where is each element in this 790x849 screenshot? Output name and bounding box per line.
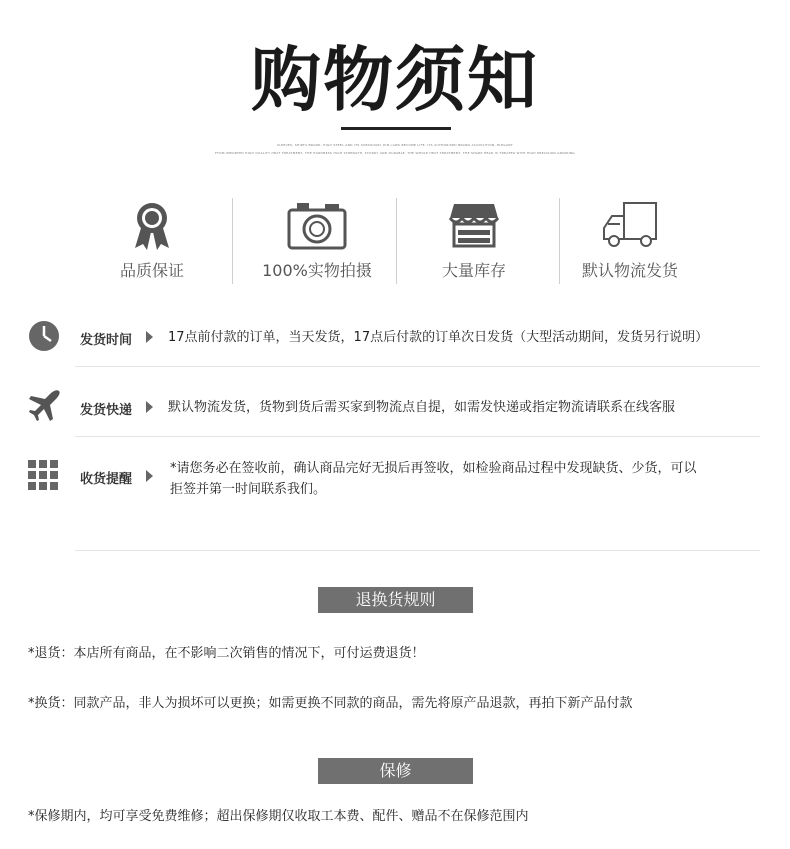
info-label: 发货时间 — [80, 333, 133, 348]
arrow-right-icon — [146, 470, 153, 482]
camera-icon — [287, 200, 347, 250]
info-row-receipt — [28, 458, 768, 508]
row-divider — [75, 436, 760, 437]
row-divider — [75, 366, 760, 367]
info-label: 收货提醒 — [80, 472, 133, 487]
returns-banner: 退换货规则 — [318, 587, 473, 613]
row-divider — [75, 550, 760, 551]
info-text — [170, 458, 730, 500]
header-fine-print-1: SLEEVES, SHIRTS BRAND, HIGH STEEL AND ITS SUBSIDIARY DIN LAWS BECOME LIFE, ITS AUTHORISED BRAND ACQUISITION, ELEGANT — [277, 143, 513, 147]
delivery-truck-icon — [600, 200, 660, 250]
feature-label-real-photo: 100%实物拍摄 — [262, 261, 372, 280]
feature-label-quality: 品质保证 — [119, 261, 184, 280]
info-text-line: *请您务必在签收前，确认商品完好无损后再签收，如检验商品过程中发现缺货、少货，可以 — [170, 461, 697, 476]
clock-icon — [28, 320, 60, 352]
info-text: 17点前付款的订单，当天发货，17点后付款的订单次日发货（大型活动期间，发货另行说明） — [168, 330, 709, 345]
title-underline — [341, 127, 451, 130]
warranty-banner: 保修 — [318, 758, 473, 784]
feature-label-stock: 大量库存 — [441, 261, 506, 280]
grid-icon — [28, 460, 58, 490]
arrow-right-icon — [146, 401, 153, 413]
info-row-shipping-time — [28, 322, 768, 352]
feature-divider — [232, 198, 233, 284]
feature-real-photo — [237, 200, 397, 290]
warranty-rule: *保修期内，均可享受免费维修；超出保修期仅收取工本费、配件、赠品不在保修范围内 — [28, 809, 529, 824]
return-rule: *退货：本店所有商品，在不影响二次销售的情况下，可付运费退货！ — [28, 646, 425, 661]
feature-label-logistics: 默认物流发货 — [581, 261, 678, 280]
page-title: 购物须知 — [251, 39, 539, 121]
info-text-line: 拒签并第一时间联系我们。 — [170, 482, 327, 497]
feature-stock — [394, 200, 554, 290]
feature-quality — [72, 200, 232, 290]
feature-logistics — [550, 200, 710, 290]
exchange-rule: *换货：同款产品，非人为损坏可以更换；如需更换不同款的商品，需先将原产品退款，再拍下新产品付款 — [28, 696, 633, 711]
info-text: 默认物流发货，货物到货后需买家到物流点自提，如需发快递或指定物流请联系在线客服 — [168, 400, 676, 415]
airplane-icon — [28, 388, 62, 422]
ribbon-badge-icon — [132, 200, 172, 252]
arrow-right-icon — [146, 331, 153, 343]
info-label: 发货快递 — [80, 403, 133, 418]
header-fine-print-2: FTOM IMPORTED HIGH QUALITY HEAT TREATMENT, THE HARDNESS HIGH STRENGTH, STURDY AND DURABLE, THE WHOLE HEAT TREATMENT, THE SHARP HEAD IS TREATED WITH HIGH PRECISION GRINDING — [215, 151, 575, 155]
storefront-icon — [448, 200, 500, 250]
info-row-express — [28, 388, 768, 422]
